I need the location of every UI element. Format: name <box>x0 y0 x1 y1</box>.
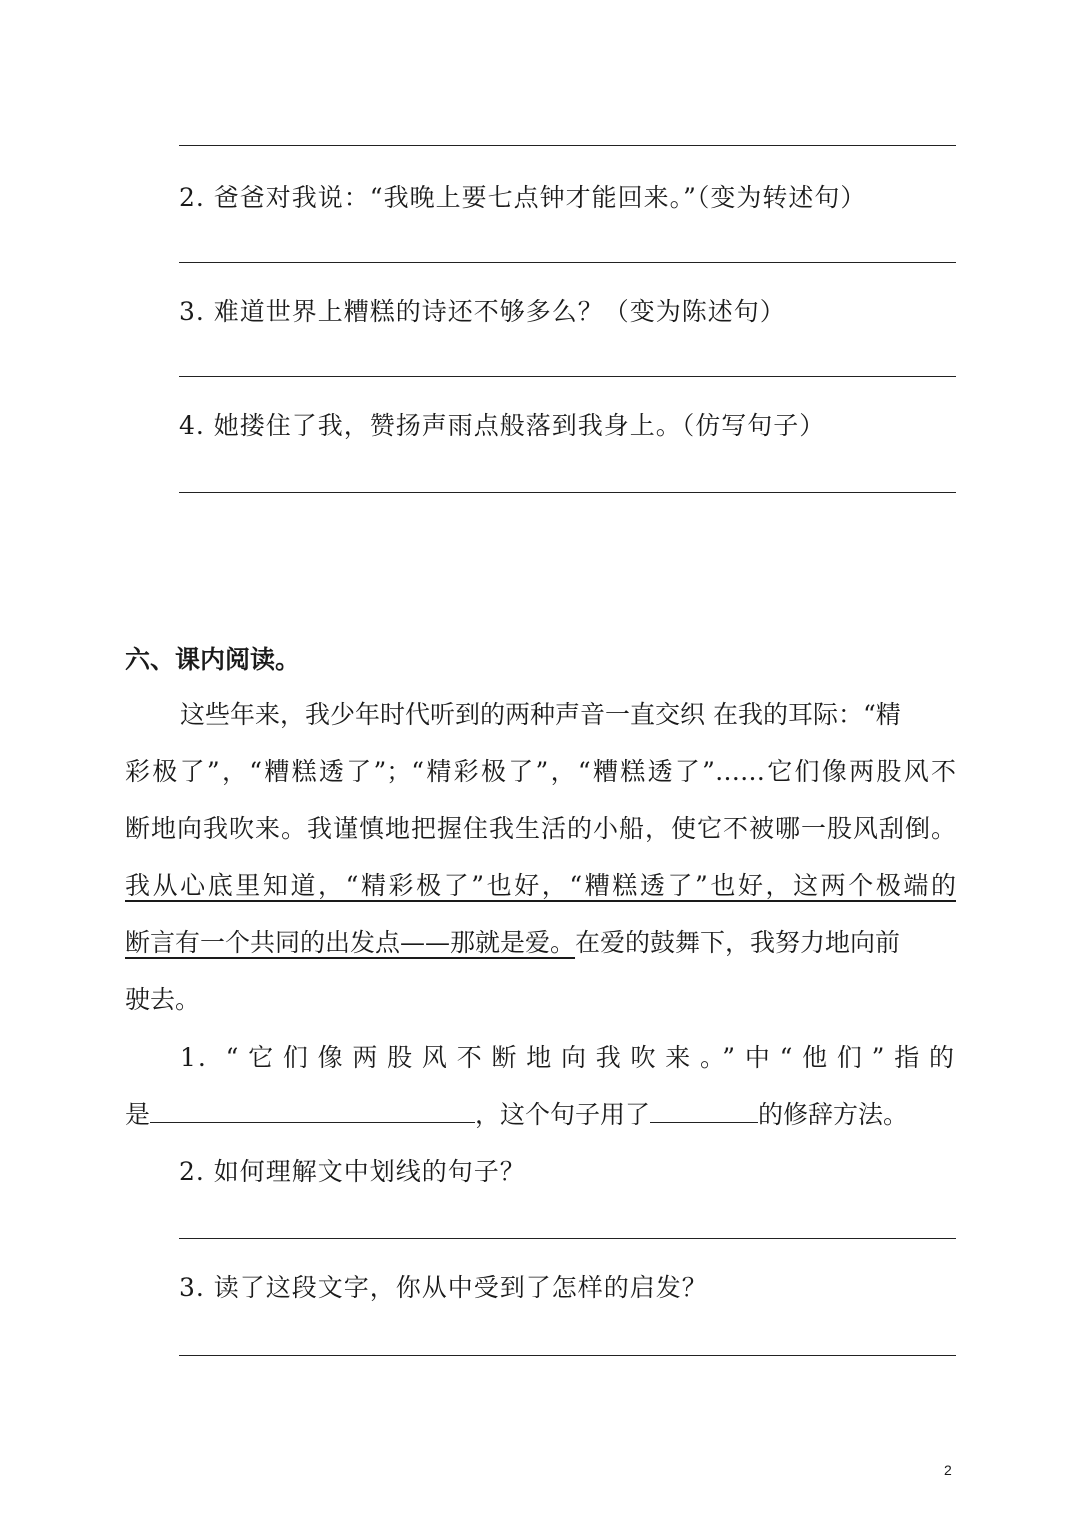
q1-suffix: 的修辞方法。 <box>758 1100 909 1129</box>
underlined-sentence: 断言有一个共同的出发点——那就是爱。 <box>125 928 576 957</box>
passage-line <box>125 923 900 959</box>
page-number: 2 <box>944 1462 952 1478</box>
question-2: 2. 爸爸对我说：“我晚上要七点钟才能回来。”（变为转述句） <box>179 183 867 212</box>
section-heading: 六、课内阅读。 <box>125 645 301 674</box>
answer-line[interactable] <box>179 262 956 263</box>
answer-line[interactable] <box>179 1355 956 1356</box>
underlined-sentence: 我从心底里知道，“精彩极了”也好，“糟糕透了”也好，这两个极端的 <box>125 871 956 900</box>
passage-line: 驶去。 <box>125 985 201 1014</box>
passage-line: 断地向我吹来。我谨慎地把握住我生活的小船，使它不被哪一股风刮倒。 <box>125 814 956 843</box>
question-3: 3. 难道世界上糟糕的诗还不够多么？（变为陈述句） <box>179 297 786 326</box>
fill-blank-rhetoric[interactable] <box>650 1098 758 1123</box>
answer-line[interactable] <box>179 376 956 377</box>
passage-line: 这些年来，我少年时代听到的两种声音一直交织 在我的耳际：“精 <box>180 700 901 729</box>
reading-question-3: 3. 读了这段文字，你从中受到了怎样的启发？ <box>179 1273 708 1302</box>
question-1-blanks <box>125 1095 908 1131</box>
question-1-line: 1. “它们像两股风不断地向我吹来。”中“他们”指的 <box>180 1043 956 1072</box>
fill-blank-referent[interactable] <box>150 1098 475 1123</box>
passage-text: 在爱的鼓舞下，我努力地向前 <box>575 928 901 957</box>
answer-line[interactable] <box>179 145 956 146</box>
reading-question-2: 2. 如何理解文中划线的句子？ <box>179 1157 526 1186</box>
passage-line: 彩极了”，“糟糕透了”；“精彩极了”，“糟糕透了”……它们像两股风不 <box>125 757 956 786</box>
answer-line[interactable] <box>179 492 956 493</box>
answer-line[interactable] <box>179 1238 956 1239</box>
question-4: 4. 她搂住了我，赞扬声雨点般落到我身上。（仿写句子） <box>179 411 826 440</box>
q1-prefix: 是 <box>125 1100 151 1129</box>
q1-middle: ，这个句子用了 <box>475 1100 651 1129</box>
